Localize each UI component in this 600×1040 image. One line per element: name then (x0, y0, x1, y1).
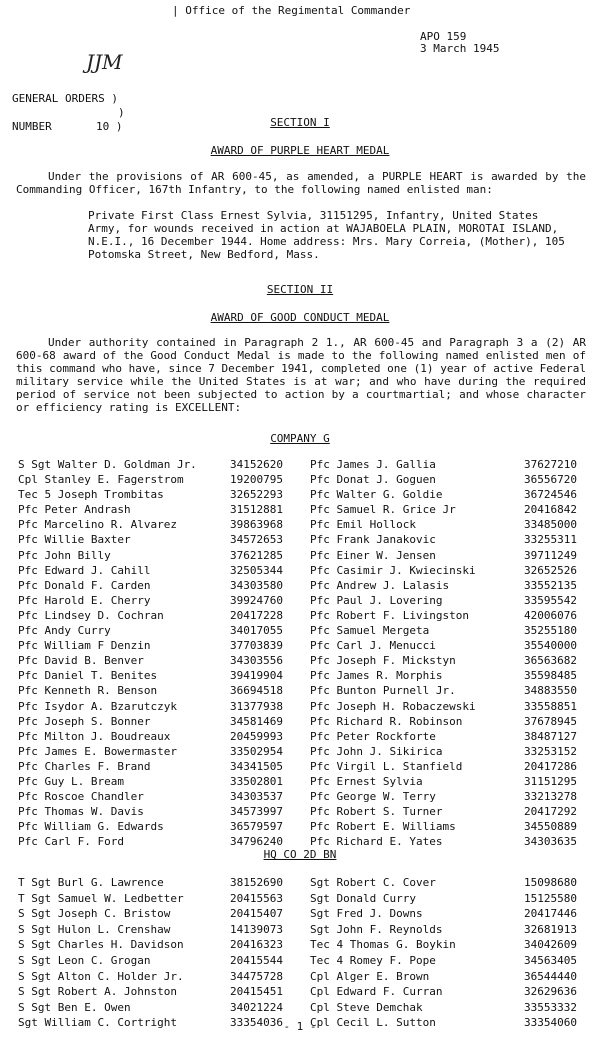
soldier-name: Pfc Harold E. Cherry (18, 593, 151, 607)
soldier-name: Cpl Stanley E. Fagerstrom (18, 473, 184, 487)
serial-number: 20415407 (230, 907, 283, 921)
serial-number: 20415563 (230, 891, 283, 905)
soldier-name: Sgt Robert C. Cover (310, 876, 436, 889)
soldier-name: Pfc Kenneth R. Benson (18, 684, 158, 698)
serial-number: 34573997 (230, 805, 283, 819)
serial-number: 35540000 (524, 639, 577, 653)
serial-number: 15098680 (524, 876, 577, 889)
roster-row (18, 938, 584, 954)
soldier-name: S Sgt Joseph C. Bristow (18, 907, 171, 921)
soldier-name: Tec 4 Romey F. Pope (310, 953, 436, 967)
serial-number: 20416323 (230, 938, 283, 952)
serial-number: 20417286 (524, 759, 577, 773)
serial-number: 32681913 (524, 922, 577, 936)
serial-number: 34303556 (230, 654, 283, 668)
soldier-name: Pfc Andrew J. Lalasis (310, 578, 450, 592)
serial-number: 36544440 (524, 969, 577, 983)
soldier-name: Pfc John J. Sikirica (310, 744, 443, 758)
soldier-name: Pfc Paul J. Lovering (310, 593, 443, 607)
section-1-title: SECTION I (270, 116, 330, 129)
soldier-name: Pfc Robert S. Turner (310, 805, 443, 819)
roster-row (18, 876, 584, 892)
soldier-name: Pfc Andy Curry (18, 624, 111, 638)
roster-row (18, 503, 584, 518)
roster-row (18, 624, 584, 639)
serial-number: 14139073 (230, 922, 283, 936)
roster-row (18, 684, 584, 699)
soldier-name: Sgt Donald Curry (310, 891, 416, 905)
soldier-name: S Sgt Charles H. Davidson (18, 938, 184, 952)
serial-number: 34017055 (230, 624, 283, 638)
soldier-name: Pfc Joseph H. Robaczewski (310, 699, 476, 713)
serial-number: 33595542 (524, 593, 577, 607)
roster-row (18, 579, 584, 594)
serial-number: 39863968 (230, 518, 283, 532)
roster-row (18, 700, 584, 715)
serial-number: 20417446 (524, 907, 577, 921)
soldier-name: Pfc Ernest Sylvia (310, 774, 423, 788)
serial-number: 33253152 (524, 744, 577, 758)
roster-row (18, 458, 584, 473)
soldier-name: Cpl Cecil L. Sutton (310, 1016, 436, 1030)
serial-number: 34303580 (230, 578, 283, 592)
soldier-name: Pfc Joseph S. Bonner (18, 714, 151, 728)
company-g-roster (18, 458, 584, 850)
serial-number: 31512881 (230, 503, 283, 517)
office-heading: | Office of the Regimental Commander (172, 4, 411, 17)
serial-number: 39711249 (524, 548, 577, 562)
roster-row (18, 639, 584, 654)
roster-row (18, 985, 584, 1001)
soldier-name: Pfc James R. Morphis (310, 669, 443, 683)
serial-number: 36556720 (524, 473, 577, 487)
soldier-name: Sgt John F. Reynolds (310, 922, 443, 936)
soldier-name: Sgt William C. Cortright (18, 1016, 177, 1030)
serial-number: 37678945 (524, 714, 577, 728)
roster-row (18, 892, 584, 908)
soldier-name: Pfc George W. Terry (310, 790, 436, 804)
number-label: NUMBER (12, 120, 52, 133)
roster-row (18, 907, 584, 923)
hq-co-heading: HQ CO 2D BN (263, 848, 337, 861)
soldier-name: Pfc Guy L. Bream (18, 774, 124, 788)
soldier-name: Pfc Daniel T. Benites (18, 669, 158, 683)
soldier-name: Pfc Peter Rockforte (310, 729, 436, 743)
section-1-paragraph: Under the provisions of AR 600-45, as amended, a PURPLE HEART is awarded by the Commanding Officer, 167th Infantry, to the following named enlisted man: (16, 170, 586, 196)
soldier-name: S Sgt Ben E. Owen (18, 1000, 131, 1014)
roster-row (18, 730, 584, 745)
soldier-name: Pfc Samuel Mergeta (310, 624, 430, 638)
soldier-name: Pfc Virgil L. Stanfield (310, 759, 463, 773)
soldier-name: Pfc John Billy (18, 548, 111, 562)
roster-row (18, 745, 584, 760)
roster-row (18, 1001, 584, 1017)
serial-number: 33213278 (524, 790, 577, 804)
roster-row (18, 473, 584, 488)
soldier-name: Pfc Roscoe Chandler (18, 790, 144, 804)
soldier-name: S Sgt Walter D. Goldman Jr. (18, 458, 197, 471)
soldier-name: Pfc Frank Janakovic (310, 533, 436, 547)
soldier-name: Pfc Donald F. Carden (18, 578, 151, 592)
soldier-name: S Sgt Leon C. Grogan (18, 953, 151, 967)
soldier-name: Pfc Samuel R. Grice Jr (310, 503, 456, 517)
soldier-name: Pfc Robert F. Livingston (310, 608, 469, 622)
soldier-name: Pfc William G. Edwards (18, 820, 164, 834)
soldier-name: Cpl Alger E. Brown (310, 969, 430, 983)
serial-number: 20459993 (230, 729, 283, 743)
soldier-name: S Sgt Hulon L. Crenshaw (18, 922, 171, 936)
roster-row (18, 970, 584, 986)
serial-number: 32505344 (230, 563, 283, 577)
serial-number: 33502954 (230, 744, 283, 758)
apo-number: APO 159 (420, 30, 467, 43)
soldier-name: Pfc Carl F. Ford (18, 835, 124, 849)
roster-row (18, 549, 584, 564)
serial-number: 36724546 (524, 488, 577, 502)
serial-number: 33502801 (230, 774, 283, 788)
serial-number: 34042609 (524, 938, 577, 952)
company-g-heading: COMPANY G (270, 432, 330, 445)
soldier-name: Pfc Walter G. Goldie (310, 488, 443, 502)
serial-number: 34883550 (524, 684, 577, 698)
hq-co-roster (18, 876, 584, 1032)
order-date: 3 March 1945 (420, 42, 500, 55)
roster-row (18, 775, 584, 790)
soldier-name: Pfc Richard R. Robinson (310, 714, 463, 728)
serial-number: 37627210 (524, 458, 577, 471)
serial-number: 20415544 (230, 953, 283, 967)
serial-number: 39924760 (230, 593, 283, 607)
serial-number: 34475728 (230, 969, 283, 983)
soldier-name: S Sgt Alton C. Holder Jr. (18, 969, 184, 983)
serial-number: 36563682 (524, 654, 577, 668)
soldier-name: Pfc Edward J. Cahill (18, 563, 151, 577)
soldier-name: Pfc Carl J. Menucci (310, 639, 436, 653)
section-1-subtitle: AWARD OF PURPLE HEART MEDAL (210, 144, 390, 157)
serial-number: 34563405 (524, 953, 577, 967)
soldier-name: Sgt Fred J. Downs (310, 907, 423, 921)
serial-number: 34550889 (524, 820, 577, 834)
roster-row (18, 715, 584, 730)
serial-number: 15125580 (524, 891, 577, 905)
serial-number: 39419904 (230, 669, 283, 683)
serial-number: 33553332 (524, 1000, 577, 1014)
serial-number: 33552135 (524, 578, 577, 592)
soldier-name: Cpl Edward F. Curran (310, 985, 443, 999)
serial-number: 32652293 (230, 488, 283, 502)
purple-heart-award: Private First Class Ernest Sylvia, 31151295, Infantry, United States Army, for wounds received in action at WAJABOELA PLAIN, MOROTAI ISLAND, N.E.I., 16 December 1944. Home address: Mrs. Mary Correia, (Mother), 105 Potomska Street, New Bedford, Mass. (88, 209, 565, 261)
soldier-name: Pfc Einer W. Jensen (310, 548, 436, 562)
soldier-name: Pfc Milton J. Boudreaux (18, 729, 171, 743)
soldier-name: S Sgt Robert A. Johnston (18, 985, 177, 999)
general-orders-label: GENERAL ORDERS ) (12, 92, 118, 105)
soldier-name: Tec 5 Joseph Trombitas (18, 488, 164, 502)
roster-row (18, 654, 584, 669)
serial-number: 38487127 (524, 729, 577, 743)
soldier-name: Pfc Peter Andrash (18, 503, 131, 517)
serial-number: 31151295 (524, 774, 577, 788)
serial-number: 34572653 (230, 533, 283, 547)
serial-number: 36579597 (230, 820, 283, 834)
soldier-name: Tec 4 Thomas G. Boykin (310, 938, 456, 952)
soldier-name: Pfc Joseph F. Mickstyn (310, 654, 456, 668)
serial-number: 33558851 (524, 699, 577, 713)
roster-row (18, 790, 584, 805)
roster-row (18, 533, 584, 548)
soldier-name: Pfc Lindsey D. Cochran (18, 608, 164, 622)
roster-row (18, 488, 584, 503)
serial-number: 32652526 (524, 563, 577, 577)
soldier-name: Pfc Robert E. Williams (310, 820, 456, 834)
page-number: - 1 - (283, 1020, 317, 1033)
roster-row (18, 760, 584, 775)
soldier-name: Pfc Donat J. Goguen (310, 473, 436, 487)
serial-number: 34303537 (230, 790, 283, 804)
serial-number: 20417292 (524, 805, 577, 819)
soldier-name: Pfc Richard E. Yates (310, 835, 443, 849)
serial-number: 34152620 (230, 458, 283, 471)
soldier-name: Pfc Bunton Purnell Jr. (310, 684, 456, 698)
roster-row (18, 564, 584, 579)
bracket-paren: ) (118, 106, 125, 119)
soldier-name: Pfc James J. Gallia (310, 458, 436, 471)
serial-number: 34021224 (230, 1000, 283, 1014)
section-2-paragraph: Under authority contained in Paragraph 2 1., AR 600-45 and Paragraph 3 a (2) AR 600-68 award of the Good Conduct Medal is made to the following named enlisted men of this command who have, since 7 December 1941, completed one (1) year of active Federal military service while the United States is at war; and who have during the required period of service not been subjected to action by a courtmartial; and whose character or efficiency rating is EXCELLENT: (16, 336, 586, 414)
roster-row (18, 669, 584, 684)
serial-number: 34581469 (230, 714, 283, 728)
soldier-name: Cpl Steve Demchak (310, 1000, 423, 1014)
serial-number: 35598485 (524, 669, 577, 683)
soldier-name: Pfc David B. Benver (18, 654, 144, 668)
serial-number: 33485000 (524, 518, 577, 532)
soldier-name: Pfc Thomas W. Davis (18, 805, 144, 819)
serial-number: 34796240 (230, 835, 283, 849)
roster-row (18, 805, 584, 820)
serial-number: 37703839 (230, 639, 283, 653)
serial-number: 34303635 (524, 835, 577, 849)
section-2-title: SECTION II (266, 283, 334, 296)
number-value: 10 ) (96, 120, 123, 133)
serial-number: 38152690 (230, 876, 283, 889)
soldier-name: Pfc Charles F. Brand (18, 759, 151, 773)
serial-number: 33354036 (230, 1016, 283, 1030)
soldier-name: T Sgt Burl G. Lawrence (18, 876, 164, 889)
soldier-name: Pfc Emil Hollock (310, 518, 416, 532)
serial-number: 20416842 (524, 503, 577, 517)
section-2-subtitle: AWARD OF GOOD CONDUCT MEDAL (210, 311, 390, 324)
serial-number: 37621285 (230, 548, 283, 562)
roster-row (18, 923, 584, 939)
roster-row (18, 594, 584, 609)
soldier-name: T Sgt Samuel W. Ledbetter (18, 891, 184, 905)
serial-number: 20417228 (230, 608, 283, 622)
serial-number: 33255311 (524, 533, 577, 547)
roster-row (18, 954, 584, 970)
serial-number: 35255180 (524, 624, 577, 638)
serial-number: 34341505 (230, 759, 283, 773)
roster-row (18, 518, 584, 533)
serial-number: 33354060 (524, 1016, 577, 1030)
serial-number: 20415451 (230, 985, 283, 999)
serial-number: 32629636 (524, 985, 577, 999)
soldier-name: Pfc William F Denzin (18, 639, 151, 653)
roster-row (18, 820, 584, 835)
soldier-name: Pfc James E. Bowermaster (18, 744, 177, 758)
serial-number: 36694518 (230, 684, 283, 698)
soldier-name: Pfc Isydor A. Bzarutczyk (18, 699, 177, 713)
roster-row (18, 609, 584, 624)
soldier-name: Pfc Casimir J. Kwiecinski (310, 563, 476, 577)
soldier-name: Pfc Marcelino R. Alvarez (18, 518, 177, 532)
soldier-name: Pfc Willie Baxter (18, 533, 131, 547)
serial-number: 42006076 (524, 608, 577, 622)
handwritten-initials: JJM (86, 50, 123, 74)
serial-number: 31377938 (230, 699, 283, 713)
serial-number: 19200795 (230, 473, 283, 487)
